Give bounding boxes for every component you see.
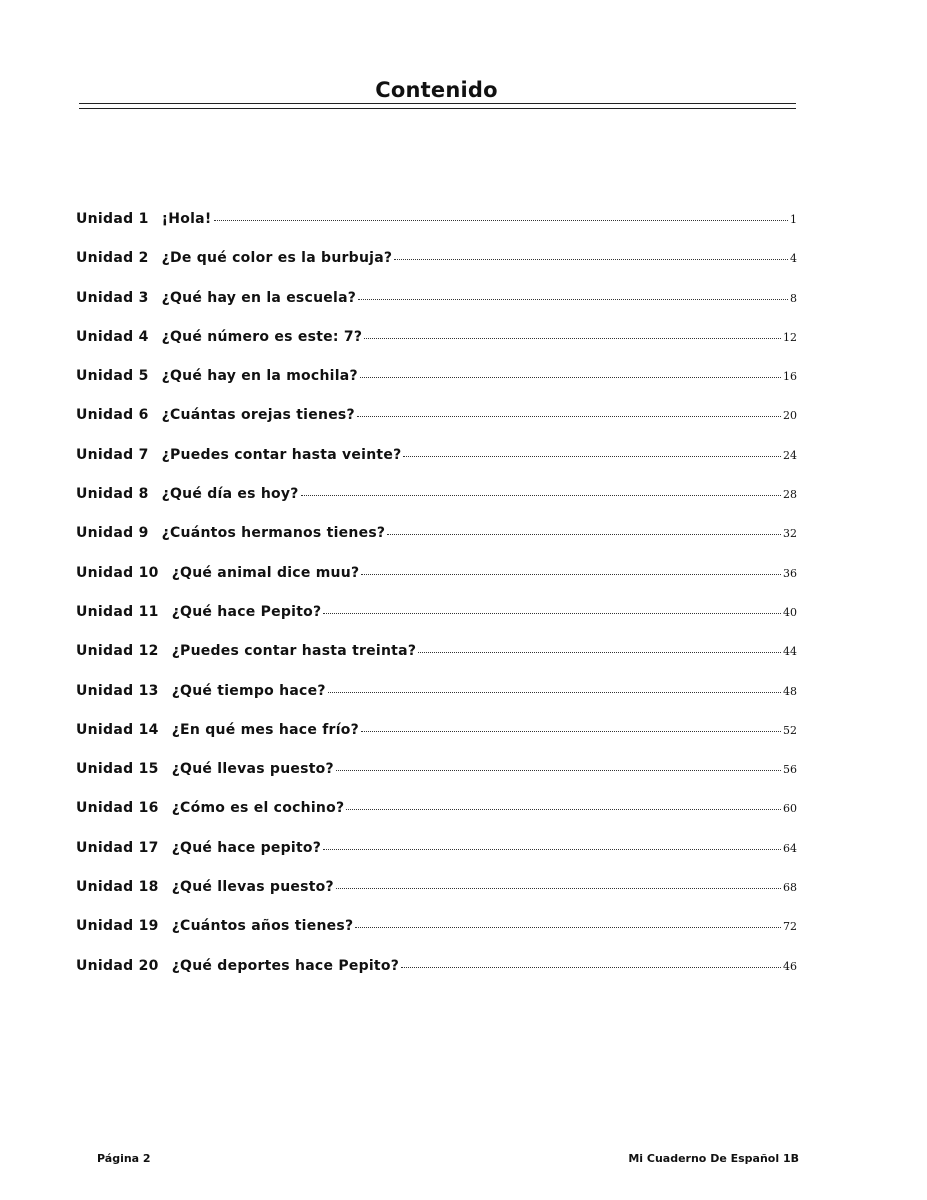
toc-entry-unit-1[interactable] xyxy=(76,211,797,250)
toc-unit-title: ¿Puedes contar hasta treinta? xyxy=(171,643,417,660)
toc-entry-unit-20[interactable] xyxy=(76,958,797,997)
toc-unit-label: Unidad 2 xyxy=(76,250,149,267)
toc-unit-title: ¿De qué color es la burbuja? xyxy=(161,250,393,267)
toc-page-number: 60 xyxy=(783,802,797,816)
dot-leader xyxy=(364,338,781,339)
toc-unit-label: Unidad 16 xyxy=(76,800,159,817)
title-rule-bottom xyxy=(79,108,796,109)
toc-page-number: 44 xyxy=(783,645,797,659)
toc-page-number: 8 xyxy=(790,291,797,305)
toc-entry-unit-6[interactable] xyxy=(76,407,797,446)
dot-leader xyxy=(336,888,781,889)
footer-book-title: Mi Cuaderno De Español 1B xyxy=(628,1152,799,1165)
toc-page-number: 16 xyxy=(783,370,797,384)
toc-unit-title: ¿Qué número es este: 7? xyxy=(161,328,363,345)
toc-page-number: 64 xyxy=(783,841,797,855)
toc-unit-title: ¿Qué tiempo hace? xyxy=(171,682,326,699)
toc-unit-label: Unidad 9 xyxy=(76,525,149,542)
footer-page-label: Página 2 xyxy=(97,1152,151,1165)
toc-unit-title: ¿Qué día es hoy? xyxy=(161,486,299,503)
toc-unit-title: ¿Qué hay en la escuela? xyxy=(161,289,357,306)
toc-unit-label: Unidad 14 xyxy=(76,721,159,738)
toc-entry-unit-15[interactable] xyxy=(76,761,797,800)
toc-entry-unit-17[interactable] xyxy=(76,840,797,879)
toc-page-number: 36 xyxy=(783,566,797,580)
dot-leader xyxy=(394,259,788,260)
toc-page-number: 20 xyxy=(783,409,797,423)
dot-leader xyxy=(301,495,781,496)
toc-unit-title: ¿Qué llevas puesto? xyxy=(171,761,334,778)
toc-entry-unit-2[interactable] xyxy=(76,250,797,289)
toc-unit-title: ¿Cuántos hermanos tienes? xyxy=(161,525,386,542)
toc-unit-title: ¿Qué hay en la mochila? xyxy=(161,368,358,385)
toc-entry-unit-11[interactable] xyxy=(76,604,797,643)
dot-leader xyxy=(328,692,781,693)
toc-page-number: 46 xyxy=(783,959,797,973)
toc-unit-label: Unidad 15 xyxy=(76,761,159,778)
toc-unit-title: ¿Qué hace pepito? xyxy=(171,839,322,856)
toc-entry-unit-7[interactable] xyxy=(76,447,797,486)
toc-unit-label: Unidad 8 xyxy=(76,486,149,503)
toc-unit-title: ¿Qué animal dice muu? xyxy=(171,564,360,581)
dot-leader xyxy=(323,613,781,614)
dot-leader xyxy=(360,377,781,378)
toc-unit-title: ¡Hola! xyxy=(161,211,212,227)
toc-unit-label: Unidad 4 xyxy=(76,328,149,345)
toc-page-number: 32 xyxy=(783,527,797,541)
toc-page-number: 72 xyxy=(783,920,797,934)
dot-leader xyxy=(358,299,788,300)
toc-entry-unit-5[interactable] xyxy=(76,368,797,407)
toc-entry-unit-18[interactable] xyxy=(76,879,797,918)
toc-unit-label: Unidad 13 xyxy=(76,682,159,699)
dot-leader xyxy=(346,809,781,810)
toc-page-number: 68 xyxy=(783,881,797,895)
toc-unit-label: Unidad 3 xyxy=(76,289,149,306)
toc-unit-label: Unidad 6 xyxy=(76,407,149,424)
toc-page-number: 1 xyxy=(790,213,797,226)
dot-leader xyxy=(323,849,781,850)
toc-entry-unit-16[interactable] xyxy=(76,800,797,839)
toc-entry-unit-12[interactable] xyxy=(76,643,797,682)
toc-entry-unit-9[interactable] xyxy=(76,525,797,564)
toc-page-number: 12 xyxy=(783,330,797,344)
toc-unit-title: ¿Puedes contar hasta veinte? xyxy=(161,446,402,463)
dot-leader xyxy=(357,416,781,417)
dot-leader xyxy=(361,574,781,575)
dot-leader xyxy=(401,967,781,968)
dot-leader xyxy=(418,652,781,653)
toc-page-number: 56 xyxy=(783,763,797,777)
toc-unit-label: Unidad 20 xyxy=(76,957,159,974)
toc-unit-title: ¿Cómo es el cochino? xyxy=(171,800,345,817)
toc-entry-unit-4[interactable] xyxy=(76,329,797,368)
toc-page-number: 4 xyxy=(790,252,797,266)
dot-leader xyxy=(214,220,789,221)
dot-leader xyxy=(361,731,781,732)
toc-unit-label: Unidad 18 xyxy=(76,879,159,896)
toc-unit-label: Unidad 5 xyxy=(76,368,149,385)
title-rule-top xyxy=(79,103,796,104)
toc-unit-label: Unidad 19 xyxy=(76,918,159,935)
toc-unit-title: ¿Qué llevas puesto? xyxy=(171,879,334,896)
toc-unit-title: ¿Qué deportes hace Pepito? xyxy=(171,957,400,974)
page-title: Contenido xyxy=(375,78,498,102)
toc-unit-title: ¿En qué mes hace frío? xyxy=(171,721,359,738)
toc-unit-title: ¿Qué hace Pepito? xyxy=(171,603,322,620)
toc-unit-label: Unidad 12 xyxy=(76,643,159,660)
toc-page-number: 52 xyxy=(783,723,797,737)
toc-unit-label: Unidad 7 xyxy=(76,446,149,463)
toc-page-number: 24 xyxy=(783,448,797,462)
toc-unit-label: Unidad 1 xyxy=(76,211,149,227)
dot-leader xyxy=(355,927,781,928)
toc-page-number: 48 xyxy=(783,684,797,698)
toc-page-number: 28 xyxy=(783,488,797,502)
toc-unit-label: Unidad 10 xyxy=(76,564,159,581)
toc-unit-label: Unidad 11 xyxy=(76,603,159,620)
toc-unit-title: ¿Cuántas orejas tienes? xyxy=(161,407,355,424)
dot-leader xyxy=(403,456,781,457)
toc-entry-unit-8[interactable] xyxy=(76,486,797,525)
toc-entry-unit-10[interactable] xyxy=(76,565,797,604)
toc-entry-unit-19[interactable] xyxy=(76,918,797,957)
dot-leader xyxy=(336,770,781,771)
toc-unit-title: ¿Cuántos años tienes? xyxy=(171,918,354,935)
table-of-contents xyxy=(76,211,797,997)
toc-entry-unit-3[interactable] xyxy=(76,290,797,329)
toc-page-number: 40 xyxy=(783,605,797,619)
dot-leader xyxy=(387,534,781,535)
toc-entry-unit-14[interactable] xyxy=(76,722,797,761)
toc-entry-unit-13[interactable] xyxy=(76,683,797,722)
toc-unit-label: Unidad 17 xyxy=(76,839,159,856)
